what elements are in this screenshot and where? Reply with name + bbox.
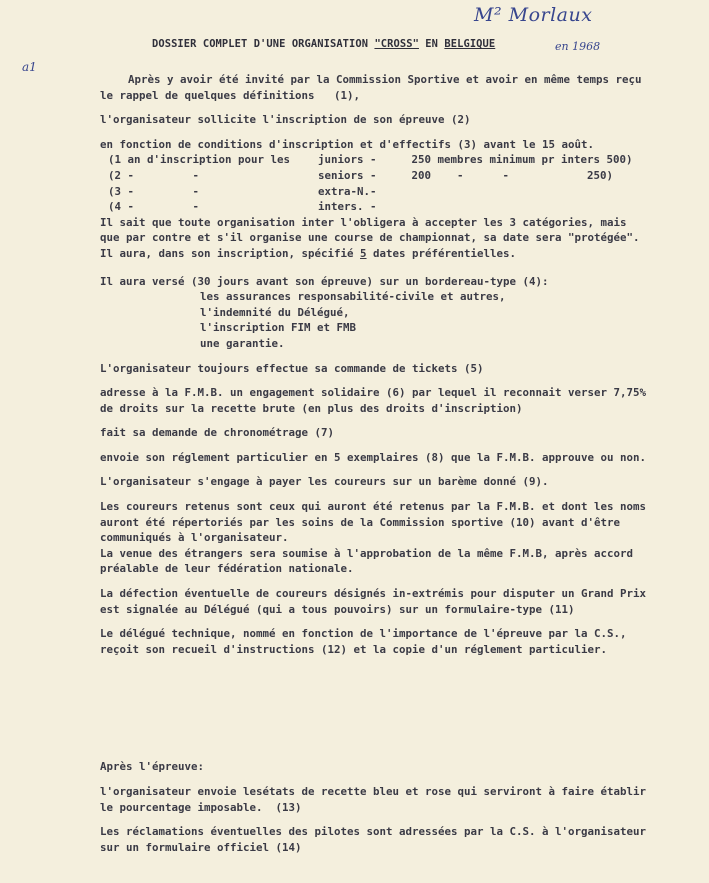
document-title: [152, 38, 495, 50]
category-row: [100, 199, 692, 215]
category-cell: (2 - -: [108, 168, 200, 182]
category-cell: juniors -: [318, 153, 377, 167]
category-cell: (4 - -: [108, 200, 200, 214]
defection-line-1: La défection éventuelle de coureurs désignés in-extrémis pour disputer un Grand Prix: [100, 587, 647, 601]
delegue-line-1: Le délégué technique, nommé en fonction de l'importance de l'épreuve par la C.S.,: [100, 627, 627, 641]
reclamations-line-2: sur un formulaire officiel (14): [100, 840, 302, 854]
coureurs-line-1: Les coureurs retenus sont ceux qui auront été retenus par la F.M.B. et dont les noms: [100, 500, 647, 514]
coureurs-line-3: communiqués à l'organisateur.: [100, 531, 289, 545]
etrangers-line-1: La venue des étrangers sera soumise à l'approbation de la même F.M.B, après accord: [100, 546, 634, 560]
title-prefix: DOSSIER COMPLET D'UNE ORGANISATION: [152, 38, 375, 50]
intro-line-1: Après y avoir été invité par la Commission Sportive et avoir en même temps reçu: [128, 73, 642, 86]
adresse-line-2: de droits sur la recette brute (en plus des droits d'inscription): [100, 401, 523, 415]
handwritten-name: M² Morlaux: [474, 4, 593, 26]
verse-line: Il aura versé (30 jours avant son épreuve) sur un bordereau-type (4):: [100, 274, 549, 288]
outro-line-2: que par contre et s'il organise une course de championnat, sa date sera "protégée".: [100, 231, 640, 245]
reglement-line: envoie son réglement particulier en 5 exemplaires (8) que la F.M.B. approuve ou non.: [100, 450, 647, 464]
payer-line: L'organisateur s'engage à payer les coureurs sur un barème donné (9).: [100, 475, 549, 489]
list-item: les assurances responsabilité-civile et autres,: [200, 290, 506, 304]
category-row: [100, 152, 692, 168]
etats-line-1: l'organisateur envoie lesétats de recette bleu et rose qui serviront à faire établir: [100, 785, 647, 798]
document-body: [100, 72, 692, 855]
title-cross: "CROSS": [374, 38, 419, 50]
coureurs-line-2: auront été répertoriés par les soins de la Commission sportive (10) avant d'être: [100, 515, 621, 529]
outro-line-3: [100, 246, 692, 262]
solicit-line: l'organisateur sollicite l'inscription de son épreuve (2): [100, 113, 471, 127]
category-cell: [392, 199, 692, 215]
list-item: une garantie.: [200, 336, 285, 350]
adresse-line-1: adresse à la F.M.B. un engagement solidaire (6) par lequel il reconnait verser 7,75%: [100, 386, 647, 400]
list-item: l'indemnité du Délégué,: [200, 305, 350, 319]
category-cell: [392, 184, 692, 200]
category-row: [100, 168, 692, 184]
category-cell: inters. -: [318, 200, 377, 214]
category-cell: 200 - - 250): [392, 168, 614, 182]
list-item: l'inscription FIM et FMB: [200, 321, 357, 335]
etats-line-2: le pourcentage imposable. (13): [100, 800, 302, 814]
reclamations-line-1: Les réclamations éventuelles des pilotes sont adressées par la C.S. à l'organisateur: [100, 825, 647, 839]
handwritten-margin-mark: a1: [22, 60, 37, 74]
defection-line-2: est signalée au Délégué (qui a tous pouvoirs) sur un formulaire-type (11): [100, 602, 575, 616]
conditions-line: en fonction de conditions d'inscription et d'effectifs (3) avant le 15 août.: [100, 137, 595, 151]
etrangers-line-2: préalable de leur fédération nationale.: [100, 562, 354, 576]
category-row: [100, 184, 692, 200]
handwritten-date: en 1968: [555, 40, 601, 53]
category-cell: (1 an d'inscription pour les: [108, 153, 291, 167]
outro-3-text-end: dates préférentielles.: [366, 246, 517, 260]
intro-line-2: le rappel de quelques définitions (1),: [100, 88, 361, 102]
delegue-line-2: reçoit son recueil d'instructions (12) et la copie d'un réglement particulier.: [100, 642, 608, 656]
outro-3-text: Il aura, dans son inscription, spécifié: [100, 246, 361, 260]
category-cell: (3 - -: [108, 184, 200, 198]
tickets-line: L'organisateur toujours effectue sa commande de tickets (5): [100, 361, 484, 375]
outro-line-1: Il sait que toute organisation inter l'obligera à accepter les 3 catégories, mais: [100, 215, 627, 229]
outro-3-number: 5: [360, 246, 367, 260]
category-cell: extra-N.-: [318, 184, 377, 198]
title-country: BELGIQUE: [444, 38, 496, 50]
apres-heading: Après l'épreuve:: [100, 760, 205, 774]
title-middle: EN: [418, 38, 445, 50]
category-cell: seniors -: [318, 168, 377, 182]
category-cell: 250 membres minimum pr inters 500): [392, 153, 633, 167]
chrono-line: fait sa demande de chronométrage (7): [100, 426, 335, 440]
